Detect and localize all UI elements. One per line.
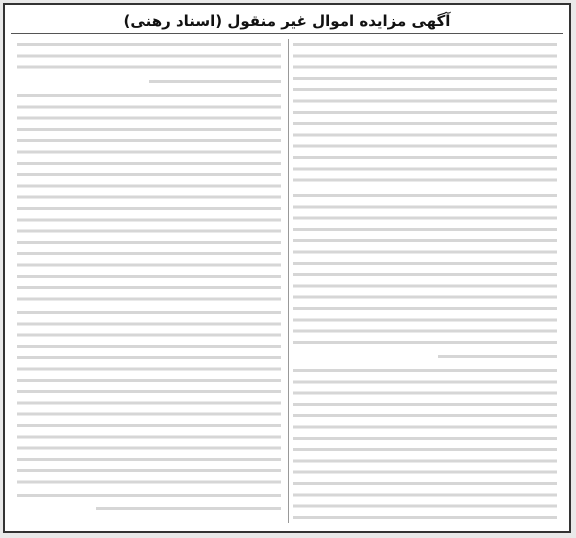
intro-paragraph bbox=[293, 39, 557, 187]
publish-date bbox=[17, 490, 281, 501]
boundaries-paragraph bbox=[293, 365, 557, 525]
notice-page bbox=[3, 3, 571, 533]
office-signature bbox=[96, 503, 281, 514]
left-column bbox=[13, 39, 285, 525]
boundaries-heading bbox=[438, 351, 557, 362]
description-heading bbox=[149, 76, 281, 87]
right-column bbox=[289, 39, 561, 525]
description-paragraph bbox=[17, 90, 281, 304]
property-paragraph bbox=[293, 190, 557, 348]
notice-title: آگهی مزایده اموال غیر منقول (اسناد رهنی) bbox=[123, 12, 451, 30]
notice-header bbox=[11, 9, 563, 34]
auction-paragraph bbox=[17, 307, 281, 487]
continuation-paragraph bbox=[17, 39, 281, 73]
